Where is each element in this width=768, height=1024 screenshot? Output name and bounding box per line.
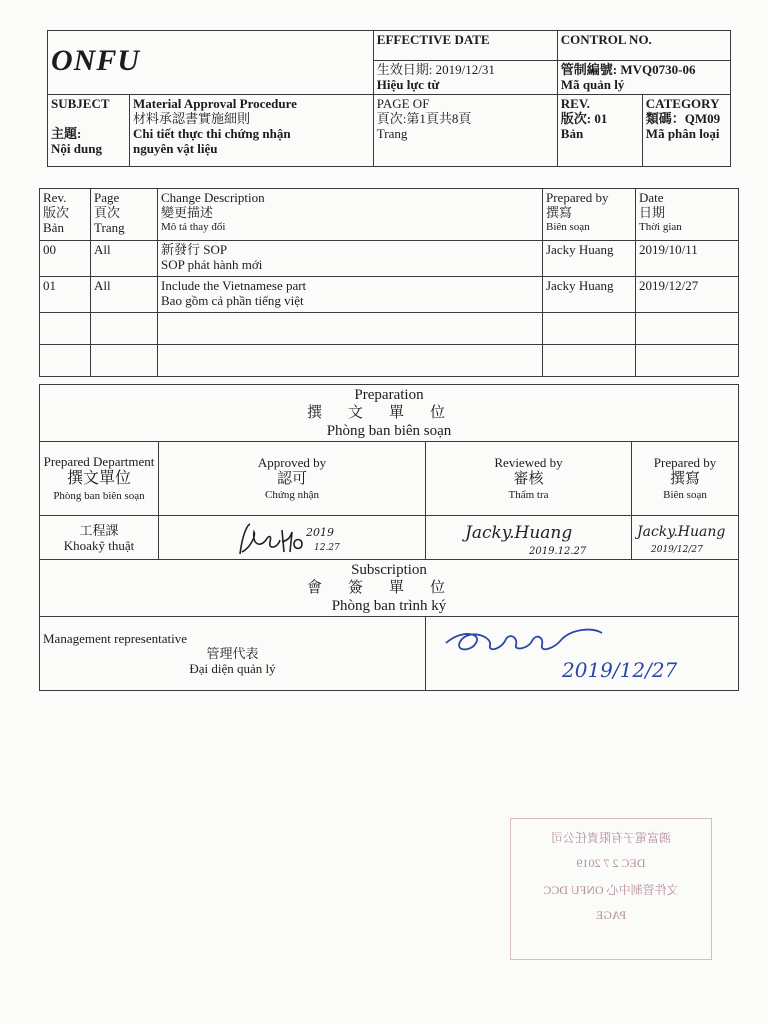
col-rev-header: Rev. 版次 Bản [40, 189, 91, 241]
prepared-cell: Jacky Huang [543, 277, 636, 313]
reviewed-signature [426, 516, 632, 560]
table-row-empty [40, 313, 739, 345]
table-row [40, 277, 739, 313]
revision-header-row [40, 189, 739, 241]
table-row-empty [40, 345, 739, 377]
rev-cell: 01 [40, 277, 91, 313]
page-cell: All [91, 277, 158, 313]
subscription-section-title: Subscription 會簽單位 Phòng ban trình ký [40, 560, 739, 617]
rev-cell: 00 [40, 241, 91, 277]
subject-label: SUBJECT 主題: Nội dung [48, 95, 130, 167]
svg-text:Jacky.Huang: Jacky.Huang [637, 523, 726, 540]
preparation-section-title: Preparation 撰文單位 Phòng ban biên soạn [40, 385, 739, 442]
document-control-stamp: 鴻富電子有限責任公司 DEC 2 7 2019 文件管制中心 ONFU DCC PAGE [510, 818, 712, 960]
svg-text:2019/12/27: 2019/12/27 [562, 658, 678, 682]
subject-title: Material Approval Procedure 材料承認書實施細則 Chi tiết thực thi chứng nhận nguyên vật liệu [130, 95, 374, 167]
revision-info: REV. 版次: 01 Bản [557, 95, 642, 167]
date-cell: 2019/12/27 [636, 277, 739, 313]
approval-table [39, 384, 739, 691]
col-change-header: Change Description 變更描述 Mô tả thay đổi [158, 189, 543, 241]
svg-text:Jacky.Huang: Jacky.Huang [464, 522, 572, 543]
reviewed-by-header: Reviewed by 審核 Thẩm tra [426, 442, 632, 516]
revision-history-table [39, 188, 739, 377]
col-date-header: Date 日期 Thời gian [636, 189, 739, 241]
department-name: 工程課 Khoakỹ thuật [40, 516, 159, 560]
approved-signature-mark [232, 518, 352, 558]
change-cell: Include the Vietnamese part Bao gồm cả phần tiếng việt [158, 277, 543, 313]
approved-by-header: Approved by 認可 Chứng nhận [159, 442, 426, 516]
prepared-department-header: Prepared Department 撰文單位 Phòng ban biên soạn [40, 442, 159, 516]
reviewed-signature-mark [459, 518, 599, 558]
company-logo: ONFU [51, 43, 141, 77]
svg-text:2019/12/27: 2019/12/27 [651, 544, 703, 555]
prepared-cell: Jacky Huang [543, 241, 636, 277]
date-cell: 2019/10/11 [636, 241, 739, 277]
svg-text:2019: 2019 [306, 525, 334, 539]
page-info: PAGE OF 頁次:第1頁共8頁 Trang [373, 95, 557, 167]
category-info: CATEGORY 類碼：QM09 Mã phân loại [642, 95, 730, 167]
company-logo-cell [48, 31, 374, 95]
col-page-header: Page 頁次 Trang [91, 189, 158, 241]
change-cell: 新發行 SOP SOP phát hành mới [158, 241, 543, 277]
control-no-value: 管制編號: MVQ0730-06 Mã quản lý [557, 61, 730, 95]
management-signature [426, 617, 739, 691]
col-prepared-header: Prepared by 撰寫 Biên soạn [543, 189, 636, 241]
effective-date-label: EFFECTIVE DATE [373, 31, 557, 61]
document-header [47, 30, 731, 167]
control-no-label: CONTROL NO. [557, 31, 730, 61]
prepared-signature-mark [635, 518, 735, 558]
prepared-by-header: Prepared by 撰寫 Biên soạn [632, 442, 739, 516]
management-representative-label: Management representative 管理代表 Đại diện quản lý [40, 617, 426, 691]
page-cell: All [91, 241, 158, 277]
approved-signature [159, 516, 426, 560]
prepared-signature [632, 516, 739, 560]
effective-date-value: 生效日期: 2019/12/31 Hiệu lực từ [373, 61, 557, 95]
svg-text:2019.12.27: 2019.12.27 [528, 545, 586, 557]
table-row [40, 241, 739, 277]
svg-text:12.27: 12.27 [314, 542, 340, 553]
management-signature-mark [432, 619, 732, 685]
